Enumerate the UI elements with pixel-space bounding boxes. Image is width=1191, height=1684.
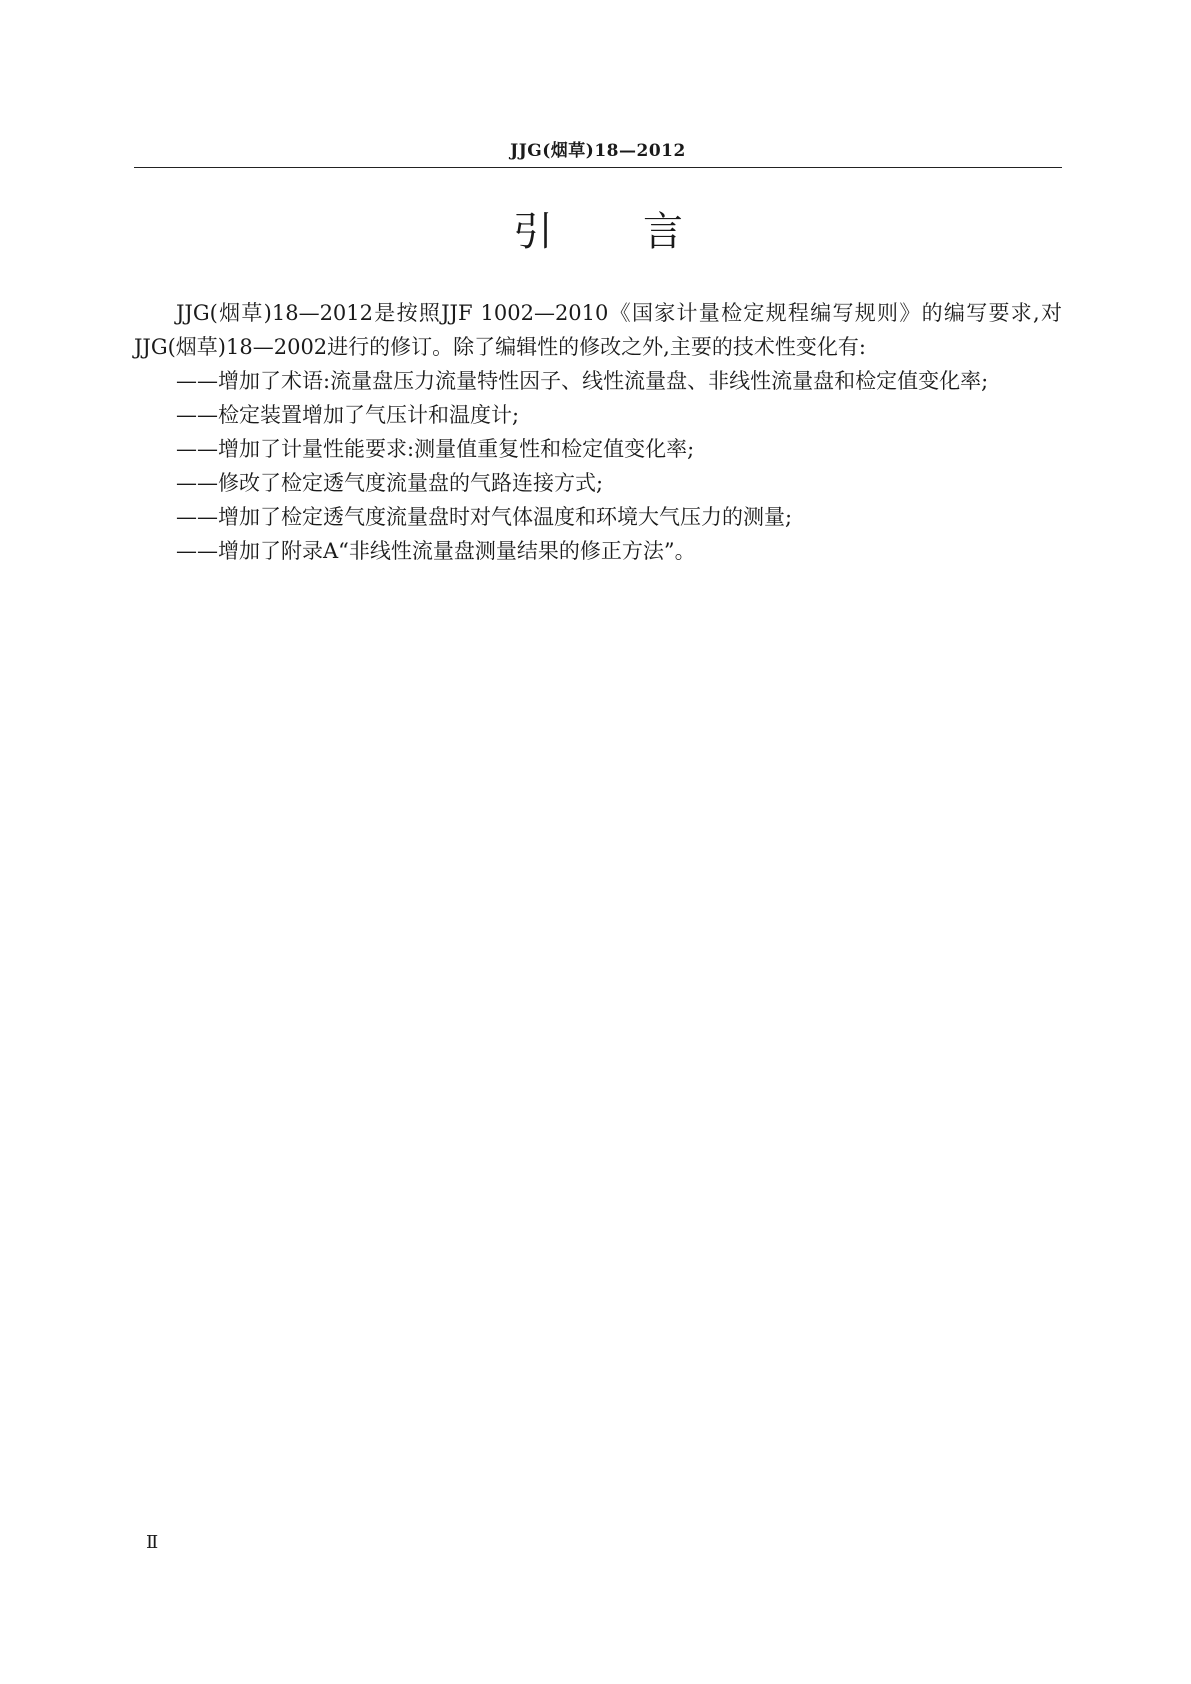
page-title: 引言	[513, 209, 773, 255]
page-number: Ⅱ	[146, 1532, 159, 1553]
change-item: ——增加了计量性能要求:测量值重复性和检定值变化率;	[176, 437, 695, 461]
intro-paragraph: JJG(烟草)18—2012是按照JJF 1002—2010《国家计量检定规程编写规则》的编写要求,对JJG(烟草)18—2002进行的修订。除了编辑性的修改之外,主要的技术性变化有:	[134, 301, 1062, 359]
change-item: ——增加了检定透气度流量盘时对气体温度和环境大气压力的测量;	[176, 505, 793, 529]
change-item: ——增加了术语:流量盘压力流量特性因子、线性流量盘、非线性流量盘和检定值变化率;	[176, 369, 989, 393]
header-rule	[134, 167, 1062, 168]
change-item: ——增加了附录A“非线性流量盘测量结果的修正方法”。	[176, 539, 696, 563]
change-item: ——检定装置增加了气压计和温度计;	[176, 403, 520, 427]
change-item: ——修改了检定透气度流量盘的气路连接方式;	[176, 471, 604, 495]
running-header: JJG(烟草)18—2012	[510, 141, 686, 161]
body-text	[134, 296, 1062, 568]
